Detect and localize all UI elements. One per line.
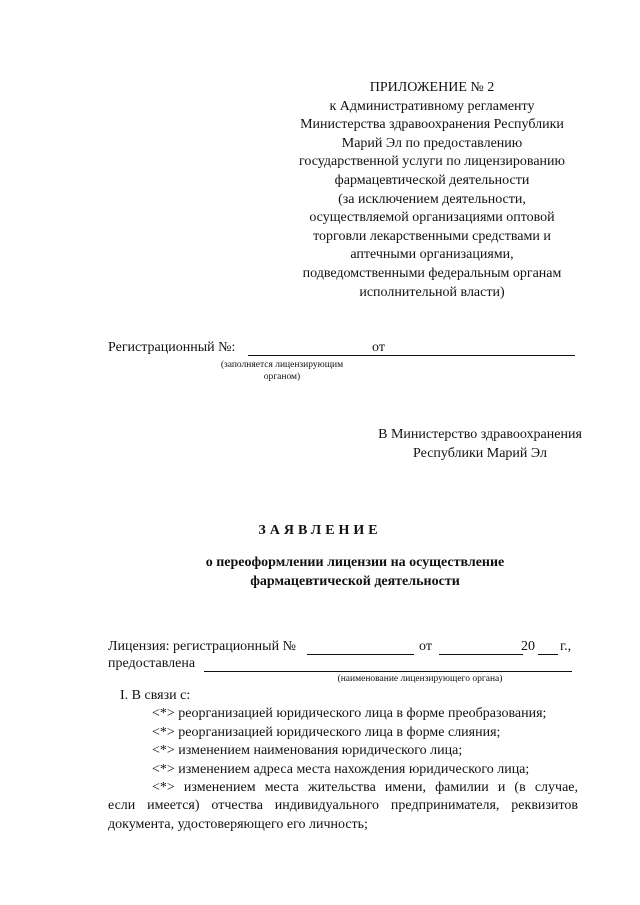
appendix-line: государственной услуги по лицензированию xyxy=(299,154,565,170)
addressee xyxy=(340,425,620,463)
license-year-field[interactable] xyxy=(538,654,558,655)
appendix-line: Министерства здравоохранения Республики xyxy=(300,117,564,133)
appendix-line: ПРИЛОЖЕНИЕ № 2 xyxy=(369,80,495,95)
subtitle-line: о переоформлении лицензии на осуществление xyxy=(205,555,505,570)
reason-item-multiline: документа, удостоверяющего его личность; xyxy=(108,816,368,832)
document-subtitle xyxy=(150,553,560,591)
reasons-section xyxy=(108,687,578,834)
appendix-line: фармацевтической деятельности xyxy=(334,172,530,188)
appendix-line: Марий Эл по предоставлению xyxy=(341,135,523,151)
appendix-line: (за исключением деятельности, xyxy=(338,191,526,207)
registration-date-field[interactable] xyxy=(390,355,575,356)
reason-item-multiline: если имеется) отчества индивидуального предпринимателя, реквизитов xyxy=(108,798,578,814)
licensing-authority-field[interactable] xyxy=(204,671,572,672)
reasons-heading: I. В связи с: xyxy=(120,688,191,703)
appendix-line: осуществляемой организациями оптовой xyxy=(309,210,555,226)
license-year-suffix: г., xyxy=(560,639,572,654)
addressee-line: В Министерство здравоохранения xyxy=(378,427,582,442)
provided-row xyxy=(108,656,588,676)
appendix-line: аптечными организациями, xyxy=(350,247,514,263)
reason-item: <*> изменением наименования юридического лица; xyxy=(152,743,463,759)
provided-note: (наименование лицензирующего органа) xyxy=(337,674,503,684)
appendix-line: подведомственными федеральным органам xyxy=(302,265,562,281)
appendix-line: торговли лекарственными средствами и xyxy=(313,228,551,244)
license-number-field[interactable] xyxy=(307,654,414,655)
registration-note-line: органом) xyxy=(263,372,301,382)
subtitle-line: фармацевтической деятельности xyxy=(250,574,460,589)
registration-row xyxy=(108,340,578,360)
registration-label: Регистрационный №: xyxy=(108,340,236,355)
provided-label: предоставлена xyxy=(108,656,196,671)
reason-item-multiline: <*> изменением места жительства имени, фамилии и (в случае, xyxy=(152,780,578,796)
registration-note-line: (заполняется лицензирующим xyxy=(220,360,344,370)
document-title: ЗАЯВЛЕНИЕ xyxy=(258,523,382,538)
registration-from-label: от xyxy=(372,340,385,355)
appendix-line: исполнительной власти) xyxy=(359,284,505,300)
reason-item: <*> изменением адреса места нахождения юридического лица; xyxy=(152,761,530,777)
addressee-line: Республики Марий Эл xyxy=(413,446,547,461)
license-date-field[interactable] xyxy=(439,654,523,655)
license-label: Лицензия: регистрационный № xyxy=(108,639,296,654)
registration-note xyxy=(200,359,364,383)
license-from-label: от xyxy=(419,639,432,654)
license-year-prefix: 20 xyxy=(521,639,535,654)
reason-item: <*> реорганизацией юридического лица в форме преобразования; xyxy=(152,706,547,722)
reason-item: <*> реорганизацией юридического лица в форме слияния; xyxy=(152,724,501,740)
appendix-line: к Административному регламенту xyxy=(329,98,535,114)
appendix-header xyxy=(262,79,602,302)
